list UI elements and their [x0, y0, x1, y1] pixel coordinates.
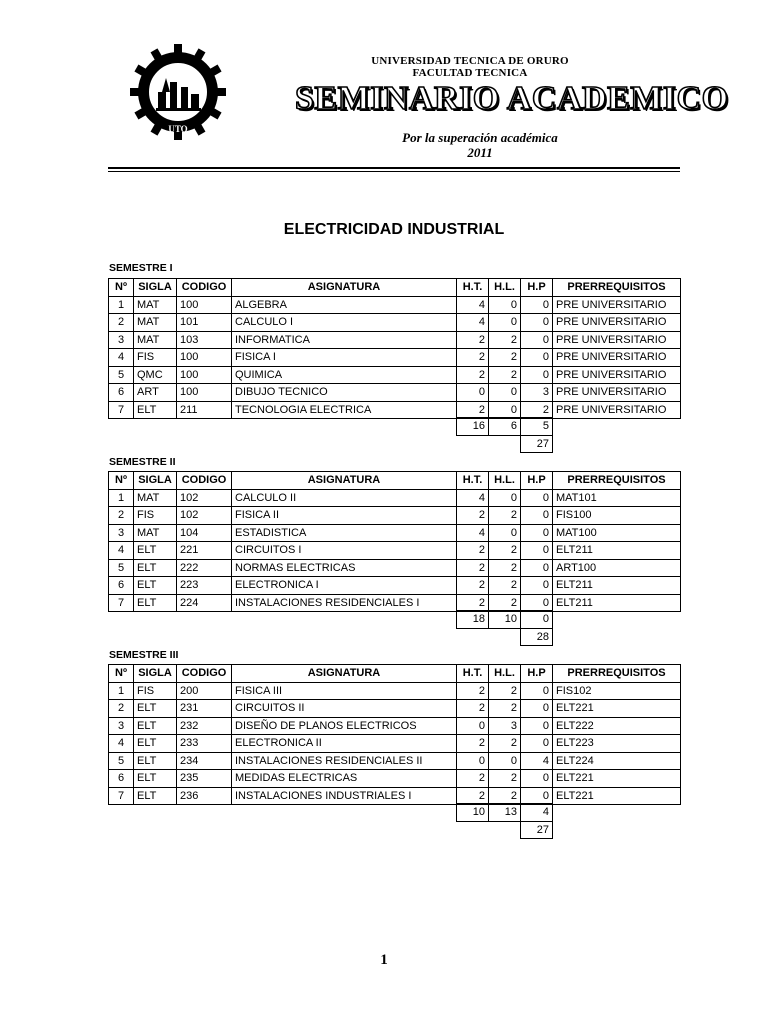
- column-header: H.L.: [489, 665, 521, 683]
- table-cell: 233: [177, 735, 232, 753]
- table-cell: 0: [521, 366, 553, 384]
- column-header: ASIGNATURA: [232, 472, 457, 490]
- header-rule: [108, 167, 680, 169]
- table-cell: 2: [457, 349, 489, 367]
- table-cell: CALCULO I: [232, 314, 457, 332]
- column-header: SIGLA: [134, 665, 177, 683]
- table-cell: INSTALACIONES INDUSTRIALES I: [232, 787, 457, 805]
- semester-label: SEMESTRE II: [109, 456, 176, 468]
- table-cell: 236: [177, 787, 232, 805]
- table-cell: 0: [489, 384, 521, 402]
- table-row: [109, 735, 681, 753]
- column-header: PRERREQUISITOS: [553, 279, 681, 297]
- table-row: [109, 489, 681, 507]
- table-cell: INSTALACIONES RESIDENCIALES I: [232, 594, 457, 612]
- column-header: SIGLA: [134, 279, 177, 297]
- table-cell: 2: [457, 682, 489, 700]
- total-hp: 4: [521, 804, 553, 822]
- table-row: [109, 296, 681, 314]
- table-cell: ELT211: [553, 594, 681, 612]
- table-row: [109, 682, 681, 700]
- table-cell: QMC: [134, 366, 177, 384]
- table-cell: 2: [457, 401, 489, 419]
- university-name: UNIVERSIDAD TECNICA DE ORURO: [371, 55, 569, 67]
- column-header: PRERREQUISITOS: [553, 665, 681, 683]
- table-cell: 2: [109, 700, 134, 718]
- table-cell: 0: [521, 349, 553, 367]
- column-header: H.T.: [457, 279, 489, 297]
- table-cell: 2: [457, 787, 489, 805]
- table-header-row: [109, 472, 681, 490]
- table-cell: 0: [489, 314, 521, 332]
- table-row: [109, 787, 681, 805]
- spacer: [457, 628, 489, 646]
- table-row: [109, 700, 681, 718]
- faculty-name: FACULTAD TECNICA: [412, 67, 528, 79]
- svg-text:UTO: UTO: [168, 124, 188, 134]
- table-cell: 0: [521, 787, 553, 805]
- table-cell: FIS100: [553, 507, 681, 525]
- table-cell: 2: [457, 331, 489, 349]
- table-cell: 2: [489, 700, 521, 718]
- table-cell: ELT: [134, 577, 177, 595]
- table-cell: 2: [109, 507, 134, 525]
- table-cell: 2: [457, 735, 489, 753]
- table-cell: ELT: [134, 735, 177, 753]
- table-row: [109, 349, 681, 367]
- table-cell: ESTADISTICA: [232, 524, 457, 542]
- table-cell: 4: [457, 489, 489, 507]
- table-cell: NORMAS ELECTRICAS: [232, 559, 457, 577]
- column-header: CODIGO: [177, 279, 232, 297]
- table-cell: 2: [489, 366, 521, 384]
- column-header: H.P: [521, 665, 553, 683]
- table-cell: 6: [109, 577, 134, 595]
- spacer: [457, 435, 489, 453]
- table-cell: 0: [521, 524, 553, 542]
- table-cell: 4: [457, 314, 489, 332]
- table-cell: 2: [489, 349, 521, 367]
- table-cell: ELT221: [553, 770, 681, 788]
- table-cell: FIS102: [553, 682, 681, 700]
- column-header: Nº: [109, 472, 134, 490]
- table-cell: PRE UNIVERSITARIO: [553, 296, 681, 314]
- table-cell: 0: [521, 542, 553, 560]
- table-row: [109, 366, 681, 384]
- table-cell: 3: [109, 331, 134, 349]
- table-cell: MAT101: [553, 489, 681, 507]
- table-cell: 0: [521, 296, 553, 314]
- table-row: [109, 594, 681, 612]
- table-cell: 224: [177, 594, 232, 612]
- table-cell: MAT: [134, 314, 177, 332]
- spacer: [489, 821, 521, 839]
- table-cell: 3: [109, 524, 134, 542]
- table-cell: 0: [489, 401, 521, 419]
- table-cell: 2: [457, 366, 489, 384]
- table-cell: 4: [109, 735, 134, 753]
- page-title: ELECTRICIDAD INDUSTRIAL: [283, 221, 505, 238]
- table-cell: ELT211: [553, 577, 681, 595]
- table-cell: 2: [489, 594, 521, 612]
- total-hp: 0: [521, 611, 553, 629]
- table-cell: ELT222: [553, 717, 681, 735]
- total-hl: 10: [489, 611, 521, 629]
- table-cell: 100: [177, 349, 232, 367]
- table-cell: 2: [109, 314, 134, 332]
- semester-label: SEMESTRE III: [109, 649, 179, 661]
- table-cell: ELT224: [553, 752, 681, 770]
- table-row: [109, 384, 681, 402]
- table-cell: 0: [521, 682, 553, 700]
- semester-table: [108, 471, 681, 612]
- table-cell: 0: [521, 770, 553, 788]
- table-cell: 4: [109, 349, 134, 367]
- table-cell: 100: [177, 384, 232, 402]
- table-row: [109, 524, 681, 542]
- table-cell: ELT: [134, 542, 177, 560]
- column-header: ASIGNATURA: [232, 665, 457, 683]
- table-cell: 103: [177, 331, 232, 349]
- table-cell: MAT: [134, 489, 177, 507]
- column-header: SIGLA: [134, 472, 177, 490]
- table-cell: PRE UNIVERSITARIO: [553, 314, 681, 332]
- table-cell: MAT100: [553, 524, 681, 542]
- column-header: Nº: [109, 279, 134, 297]
- table-cell: 2: [457, 559, 489, 577]
- table-cell: DIBUJO TECNICO: [232, 384, 457, 402]
- column-header: H.T.: [457, 472, 489, 490]
- table-cell: 7: [109, 594, 134, 612]
- totals-table: [456, 803, 553, 839]
- table-cell: PRE UNIVERSITARIO: [553, 331, 681, 349]
- table-cell: 0: [489, 489, 521, 507]
- table-cell: 3: [109, 717, 134, 735]
- table-cell: ELT: [134, 559, 177, 577]
- table-cell: 102: [177, 507, 232, 525]
- table-cell: 100: [177, 366, 232, 384]
- table-cell: 2: [457, 594, 489, 612]
- table-cell: PRE UNIVERSITARIO: [553, 384, 681, 402]
- column-header: H.T.: [457, 665, 489, 683]
- table-row: [109, 401, 681, 419]
- table-cell: PRE UNIVERSITARIO: [553, 366, 681, 384]
- table-cell: ELT221: [553, 700, 681, 718]
- table-cell: 221: [177, 542, 232, 560]
- table-cell: 2: [489, 331, 521, 349]
- total-hl: 6: [489, 418, 521, 436]
- table-cell: CIRCUITOS II: [232, 700, 457, 718]
- table-cell: 7: [109, 401, 134, 419]
- table-cell: CIRCUITOS I: [232, 542, 457, 560]
- table-row: [109, 577, 681, 595]
- table-cell: MAT: [134, 296, 177, 314]
- spacer: [489, 628, 521, 646]
- table-cell: 101: [177, 314, 232, 332]
- table-cell: ELT211: [553, 542, 681, 560]
- table-cell: 0: [489, 524, 521, 542]
- table-cell: FIS: [134, 507, 177, 525]
- table-row: [109, 752, 681, 770]
- table-row: [109, 507, 681, 525]
- table-cell: 0: [521, 489, 553, 507]
- spacer: [489, 435, 521, 453]
- table-cell: 0: [521, 735, 553, 753]
- table-cell: 232: [177, 717, 232, 735]
- year: 2011: [467, 145, 493, 160]
- table-cell: 2: [521, 401, 553, 419]
- semester-label: SEMESTRE I: [109, 262, 173, 274]
- table-cell: QUIMICA: [232, 366, 457, 384]
- table-cell: 0: [521, 314, 553, 332]
- column-header: Nº: [109, 665, 134, 683]
- total-sum: 28: [521, 628, 553, 646]
- table-cell: 0: [457, 384, 489, 402]
- table-cell: 2: [489, 787, 521, 805]
- table-cell: FIS: [134, 682, 177, 700]
- total-hl: 13: [489, 804, 521, 822]
- table-cell: 235: [177, 770, 232, 788]
- table-cell: 3: [489, 717, 521, 735]
- column-header: CODIGO: [177, 665, 232, 683]
- table-cell: ELECTRONICA I: [232, 577, 457, 595]
- table-cell: ELT: [134, 594, 177, 612]
- totals-table: [456, 610, 553, 646]
- table-cell: MAT: [134, 524, 177, 542]
- total-ht: 16: [457, 418, 489, 436]
- page-number: 1: [380, 952, 388, 968]
- table-cell: FISICA II: [232, 507, 457, 525]
- table-cell: ALGEBRA: [232, 296, 457, 314]
- table-cell: 2: [457, 700, 489, 718]
- table-row: [109, 542, 681, 560]
- table-cell: 234: [177, 752, 232, 770]
- table-cell: 2: [457, 542, 489, 560]
- semester-table: [108, 664, 681, 805]
- table-cell: 2: [489, 542, 521, 560]
- table-cell: MEDIDAS ELECTRICAS: [232, 770, 457, 788]
- table-cell: 100: [177, 296, 232, 314]
- total-hp: 5: [521, 418, 553, 436]
- table-row: [109, 770, 681, 788]
- table-cell: 104: [177, 524, 232, 542]
- table-cell: 0: [457, 717, 489, 735]
- table-cell: 2: [489, 682, 521, 700]
- table-cell: 4: [457, 296, 489, 314]
- table-cell: 0: [521, 717, 553, 735]
- table-row: [109, 717, 681, 735]
- table-cell: PRE UNIVERSITARIO: [553, 401, 681, 419]
- table-cell: 0: [521, 594, 553, 612]
- total-ht: 10: [457, 804, 489, 822]
- table-cell: INSTALACIONES RESIDENCIALES II: [232, 752, 457, 770]
- table-cell: 1: [109, 489, 134, 507]
- table-cell: 200: [177, 682, 232, 700]
- table-cell: 0: [521, 577, 553, 595]
- seminario-banner: SEMINARIO ACADEMICO: [295, 80, 729, 117]
- table-cell: 1: [109, 682, 134, 700]
- table-cell: 5: [109, 752, 134, 770]
- column-header: H.L.: [489, 279, 521, 297]
- table-cell: ELT221: [553, 787, 681, 805]
- table-row: [109, 559, 681, 577]
- table-cell: ELT: [134, 401, 177, 419]
- table-cell: 0: [521, 331, 553, 349]
- column-header: H.P: [521, 279, 553, 297]
- table-header-row: [109, 279, 681, 297]
- table-cell: 211: [177, 401, 232, 419]
- total-ht: 18: [457, 611, 489, 629]
- table-cell: ELT: [134, 770, 177, 788]
- header-rule-thin: [108, 171, 680, 172]
- table-cell: MAT: [134, 331, 177, 349]
- table-cell: FISICA III: [232, 682, 457, 700]
- column-header: ASIGNATURA: [232, 279, 457, 297]
- table-cell: ELT: [134, 752, 177, 770]
- table-cell: 0: [521, 507, 553, 525]
- table-cell: ART: [134, 384, 177, 402]
- table-cell: 0: [489, 752, 521, 770]
- table-cell: ART100: [553, 559, 681, 577]
- table-cell: ELT: [134, 787, 177, 805]
- table-cell: INFORMATICA: [232, 331, 457, 349]
- table-cell: 4: [109, 542, 134, 560]
- column-header: PRERREQUISITOS: [553, 472, 681, 490]
- table-cell: 6: [109, 770, 134, 788]
- table-cell: 6: [109, 384, 134, 402]
- table-cell: 222: [177, 559, 232, 577]
- table-cell: ELT: [134, 700, 177, 718]
- table-cell: DISEÑO DE PLANOS ELECTRICOS: [232, 717, 457, 735]
- column-header: H.L.: [489, 472, 521, 490]
- table-cell: 0: [521, 700, 553, 718]
- column-header: H.P: [521, 472, 553, 490]
- table-row: [109, 331, 681, 349]
- university-logo: [128, 42, 228, 142]
- table-cell: 7: [109, 787, 134, 805]
- table-cell: 2: [489, 577, 521, 595]
- table-cell: 0: [457, 752, 489, 770]
- table-cell: ELT: [134, 717, 177, 735]
- table-cell: 223: [177, 577, 232, 595]
- slogan: Por la superación académica: [402, 130, 558, 145]
- table-cell: 2: [489, 735, 521, 753]
- table-cell: FISICA I: [232, 349, 457, 367]
- table-row: [109, 314, 681, 332]
- table-header-row: [109, 665, 681, 683]
- table-cell: CALCULO II: [232, 489, 457, 507]
- table-cell: 2: [457, 577, 489, 595]
- table-cell: TECNOLOGIA ELECTRICA: [232, 401, 457, 419]
- total-sum: 27: [521, 821, 553, 839]
- table-cell: 2: [457, 507, 489, 525]
- table-cell: 102: [177, 489, 232, 507]
- table-cell: 2: [489, 559, 521, 577]
- table-cell: 3: [521, 384, 553, 402]
- table-cell: ELECTRONICA II: [232, 735, 457, 753]
- table-cell: 5: [109, 559, 134, 577]
- semester-table: [108, 278, 681, 419]
- table-cell: 2: [457, 770, 489, 788]
- column-header: CODIGO: [177, 472, 232, 490]
- table-cell: 5: [109, 366, 134, 384]
- table-cell: ELT223: [553, 735, 681, 753]
- total-sum: 27: [521, 435, 553, 453]
- table-cell: 0: [489, 296, 521, 314]
- table-cell: 2: [489, 770, 521, 788]
- table-cell: 0: [521, 559, 553, 577]
- table-cell: 2: [489, 507, 521, 525]
- table-cell: PRE UNIVERSITARIO: [553, 349, 681, 367]
- table-cell: 231: [177, 700, 232, 718]
- table-cell: 4: [521, 752, 553, 770]
- table-cell: 1: [109, 296, 134, 314]
- totals-table: [456, 417, 553, 453]
- spacer: [457, 821, 489, 839]
- table-cell: FIS: [134, 349, 177, 367]
- table-cell: 4: [457, 524, 489, 542]
